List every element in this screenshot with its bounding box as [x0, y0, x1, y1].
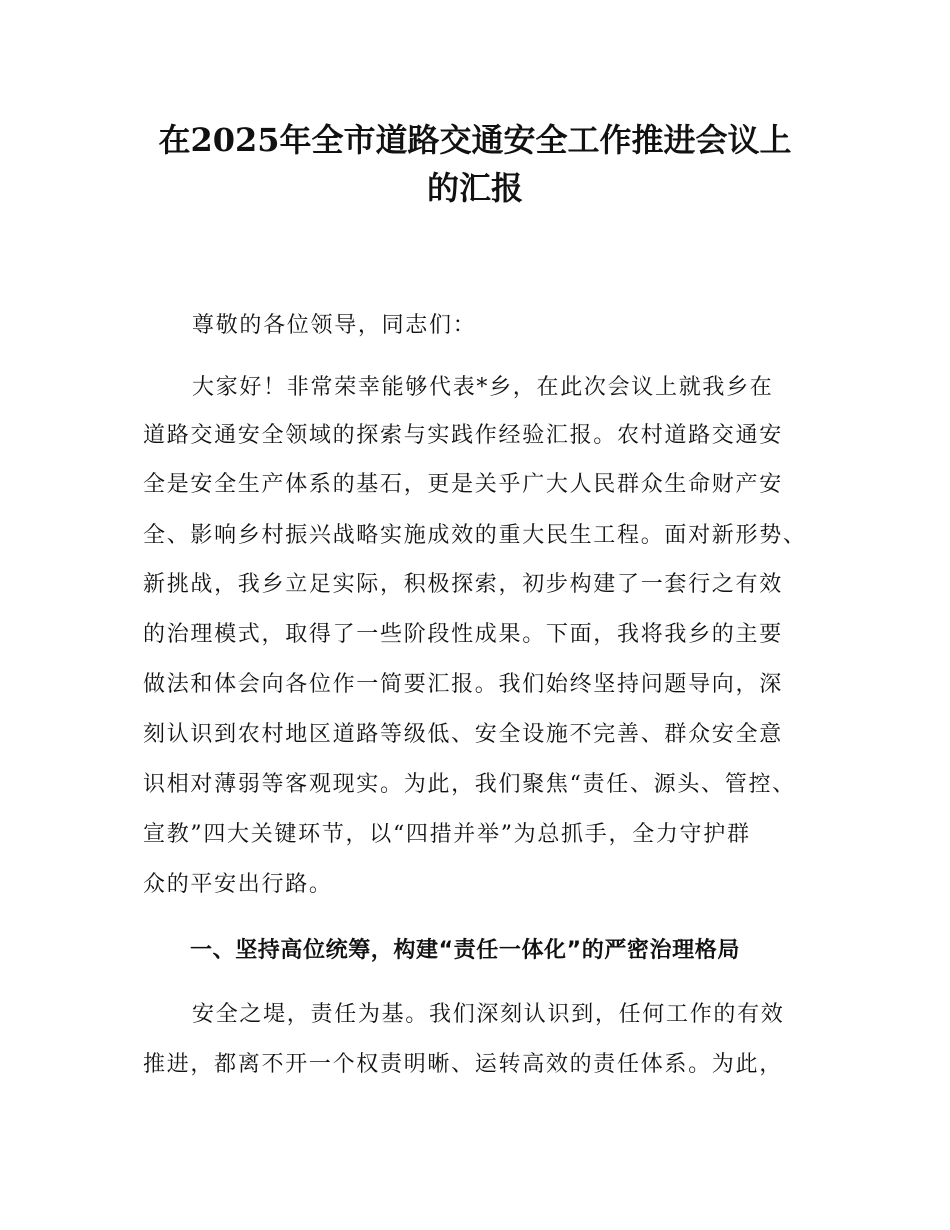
paragraph-line: 推进，都离不开一个权责明晰、运转高效的责任体系。为此， [143, 1052, 783, 1077]
paragraph-line: 识相对薄弱等客观现实。为此，我们聚焦“责任、源头、管控、 [143, 772, 796, 797]
document-title-line-2: 的汇报 [426, 169, 523, 207]
paragraph-line: 宣教”四大关键环节，以“四措并举”为总抓手，全力守护群 [143, 822, 751, 847]
paragraph-line: 做法和体会向各位作一简要汇报。我们始终坚持问题导向，深 [143, 672, 783, 697]
section-heading: 一、坚持高位统筹，构建“责任一体化”的严密治理格局 [190, 938, 740, 963]
paragraph-line: 道路交通安全领域的探索与实践作经验汇报。农村道路交通安 [143, 423, 783, 448]
paragraph-line: 刻认识到农村地区道路等级低、安全设施不完善、群众安全意 [143, 722, 783, 747]
paragraph-line: 全、影响乡村振兴战略实施成效的重大民生工程。面对新形势、 [143, 523, 807, 548]
document-title-line-1: 在2025年全市道路交通安全工作推进会议上 [158, 121, 792, 159]
paragraph-line: 大家好！非常荣幸能够代表*乡，在此次会议上就我乡在 [192, 375, 774, 400]
paragraph-line: 的治理模式，取得了一些阶段性成果。下面，我将我乡的主要 [143, 622, 783, 647]
paragraph-line: 新挑战，我乡立足实际，积极探索，初步构建了一套行之有效 [143, 572, 783, 597]
salutation: 尊敬的各位领导，同志们： [192, 313, 477, 338]
paragraph-line: 全是安全生产体系的基石，更是关乎广大人民群众生命财产安 [143, 472, 783, 497]
paragraph-line: 安全之堤，责任为基。我们深刻认识到，任何工作的有效 [192, 1002, 785, 1027]
paragraph-line: 众的平安出行路。 [143, 872, 333, 897]
